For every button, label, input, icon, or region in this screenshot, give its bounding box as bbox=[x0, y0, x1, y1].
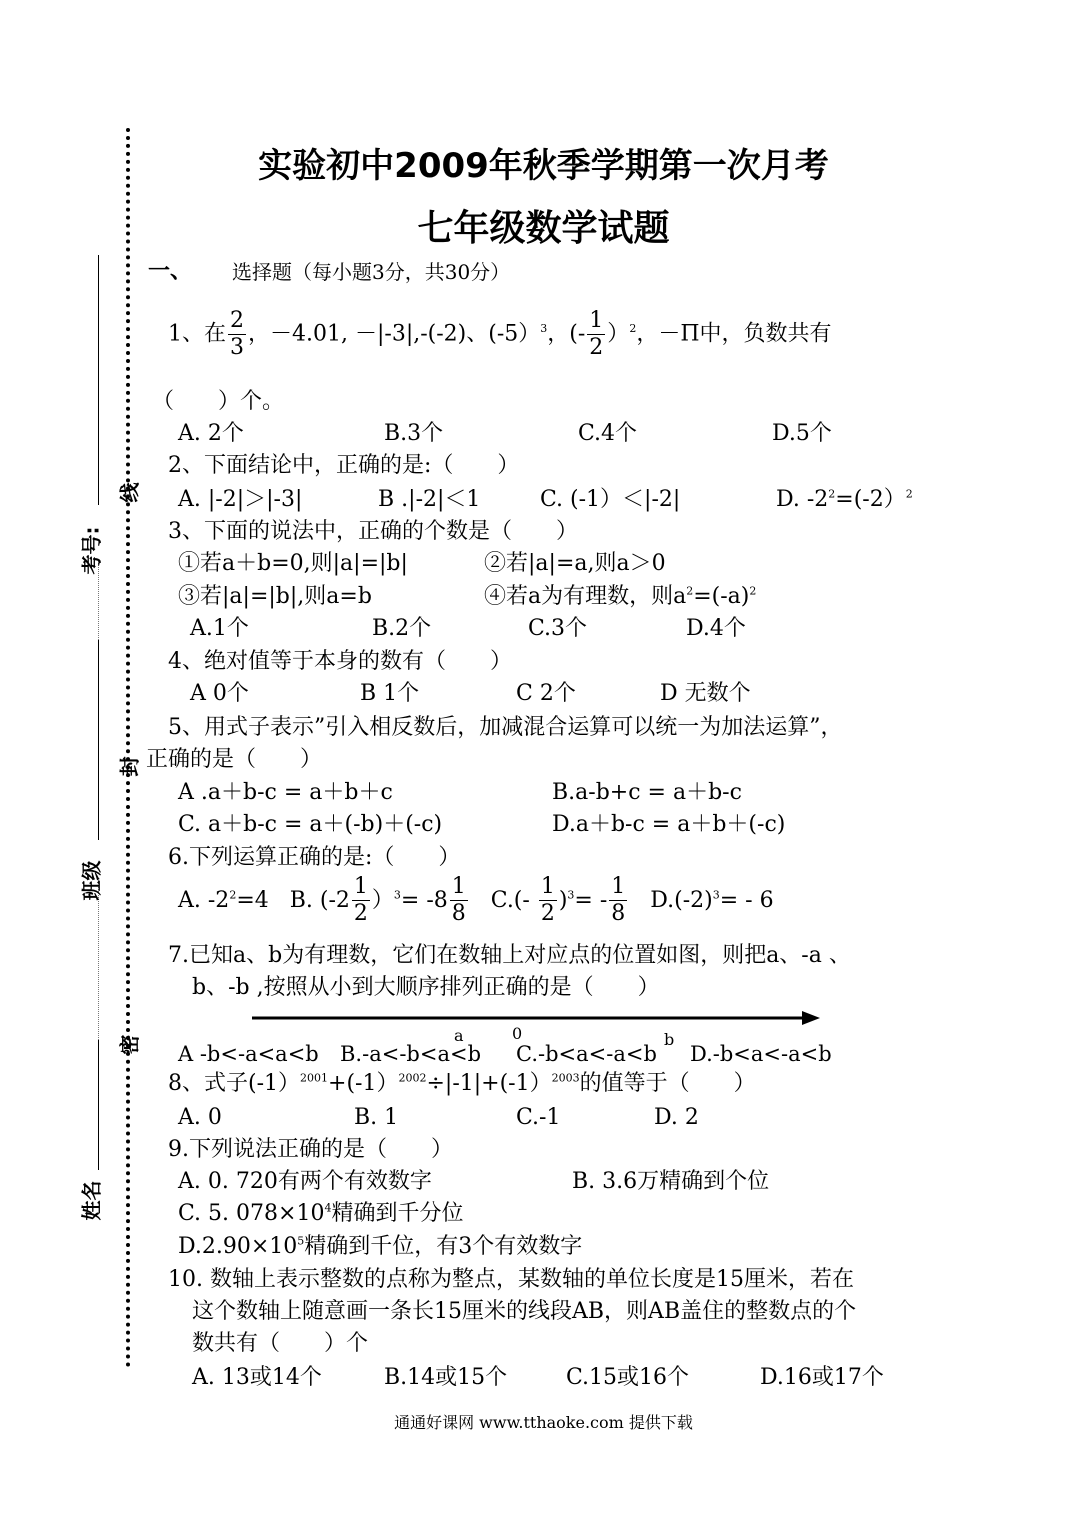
section-number: 一、 bbox=[148, 259, 193, 284]
page-title: 实验初中2009年秋季学期第一次月考 bbox=[258, 146, 829, 186]
q9-text: C. 5. 078×10 bbox=[178, 1201, 325, 1226]
q3-statement-4 bbox=[484, 583, 756, 611]
q4-option-d: D 无数个 bbox=[660, 681, 751, 706]
q1-text: ，－4.01, －|-3|,-(-2)、(-5） bbox=[248, 321, 541, 347]
question-2-stem: 2、下面结论中，正确的是:（ ） bbox=[168, 453, 520, 478]
q3-option-b: B.2个 bbox=[372, 616, 432, 641]
fraction bbox=[352, 874, 370, 927]
question-9-stem: 9.下列说法正确的是（ ） bbox=[168, 1137, 453, 1162]
q6-option-d bbox=[650, 888, 773, 913]
q9-text: 精确到千位，有3个有效数字 bbox=[304, 1234, 583, 1259]
q4-option-b: B 1个 bbox=[360, 681, 420, 706]
seal-char-secret: 密 bbox=[117, 1034, 142, 1055]
q8-option-d: D. 2 bbox=[654, 1105, 699, 1130]
q6-text: A. -2 bbox=[178, 887, 230, 913]
exponent: 2 bbox=[229, 888, 237, 902]
question-5-stem: 5、用式子表示”引入相反数后，加减混合运算可以统一为加法运算”， bbox=[168, 715, 843, 740]
q6-option-c bbox=[490, 874, 630, 926]
q10-option-d: D.16或17个 bbox=[760, 1365, 884, 1390]
question-7-stem-line2: b、-b ,按照从小到大顺序排列正确的是（ ） bbox=[192, 975, 660, 1000]
number-line-arrow bbox=[802, 1011, 820, 1025]
q8-text: ÷|-1|+(-1） bbox=[426, 1071, 552, 1096]
question-5-stem-line2: 正确的是（ ） bbox=[146, 747, 323, 772]
fraction bbox=[587, 308, 605, 361]
denominator: 2 bbox=[589, 335, 604, 360]
q6-option-a bbox=[178, 888, 269, 913]
q3-text: ④若a为有理数，则a bbox=[484, 584, 687, 609]
section-label: 选择题（每小题3分，共30分） bbox=[232, 260, 511, 284]
q2-option-a: A. |-2|＞|-3| bbox=[178, 487, 303, 512]
exponent: 3 bbox=[393, 888, 401, 902]
q8-text: 的值等于（ ） bbox=[579, 1071, 756, 1096]
q9-option-d bbox=[178, 1233, 582, 1261]
axis-label-zero: 0 bbox=[512, 1024, 523, 1043]
q1-text: ，(- bbox=[547, 321, 586, 347]
q1-text: ，－Π中，负数共有 bbox=[636, 321, 832, 347]
field-line-class bbox=[98, 640, 99, 840]
exponent: 2 bbox=[686, 584, 694, 598]
page-footer: 通通好课网 www.tthaoke.com 提供下载 bbox=[394, 1413, 693, 1432]
q1-option-b: B.3个 bbox=[384, 421, 444, 446]
denominator: 3 bbox=[230, 335, 244, 360]
seal-dotted-line bbox=[126, 128, 130, 1368]
question-10-line2: 这个数轴上随意画一条长15厘米的线段AB，则AB盖住的整数点的个 bbox=[192, 1299, 857, 1324]
denominator: 8 bbox=[451, 901, 466, 926]
q6-text: D.(-2) bbox=[650, 887, 713, 913]
q3-option-c: C.3个 bbox=[528, 616, 588, 641]
question-10-line3: 数共有（ ）个 bbox=[192, 1331, 369, 1356]
q6-text: B. (-2 bbox=[289, 887, 350, 913]
question-8-stem bbox=[168, 1070, 756, 1098]
q9-text: D.2.90×10 bbox=[178, 1234, 298, 1259]
field-name-label: 姓名 bbox=[79, 1180, 104, 1221]
q7-option-c: C.-b<a<-a<b bbox=[516, 1042, 657, 1066]
question-6-stem: 6.下列运算正确的是:（ ） bbox=[168, 845, 461, 870]
fraction bbox=[539, 874, 557, 927]
q1-option-d: D.5个 bbox=[772, 421, 832, 446]
question-10-line1: 10. 数轴上表示整数的点称为整点，某数轴的单位长度是15厘米，若在 bbox=[168, 1267, 854, 1292]
seal-char-seal: 封 bbox=[117, 756, 142, 777]
q6-text: = -8 bbox=[400, 887, 448, 913]
q7-option-d: D.-b<a<-a<b bbox=[690, 1042, 832, 1066]
q9-option-c bbox=[178, 1200, 463, 1228]
numerator: 2 bbox=[230, 308, 244, 333]
q2-option-c: C. (-1）＜|-2| bbox=[540, 487, 681, 512]
q4-option-a: A 0个 bbox=[190, 681, 249, 706]
q5-option-a: A .a＋b-c = a＋b＋c bbox=[178, 780, 393, 805]
denominator: 2 bbox=[353, 901, 368, 926]
fraction bbox=[450, 874, 468, 927]
question-3-stem: 3、下面的说法中，正确的个数是（ ） bbox=[168, 519, 578, 544]
q6-option-b bbox=[289, 874, 470, 926]
numerator: 1 bbox=[589, 308, 604, 333]
q10-option-c: C.15或16个 bbox=[566, 1365, 690, 1390]
numerator: 1 bbox=[611, 874, 626, 899]
q2-text: D. -2 bbox=[776, 487, 829, 512]
q9-text: 精确到千分位 bbox=[331, 1201, 464, 1226]
question-7-stem: 7.已知a、b为有理数，它们在数轴上对应点的位置如图，则把a、-a 、 bbox=[168, 943, 851, 968]
q3-text: =(-a) bbox=[693, 584, 750, 609]
q6-text: ） bbox=[371, 887, 394, 913]
fraction bbox=[228, 308, 246, 361]
q1-option-c: C.4个 bbox=[578, 421, 638, 446]
q1-text: 1、在 bbox=[168, 321, 226, 347]
exponent: 2001 bbox=[300, 1071, 329, 1085]
q8-option-b: B. 1 bbox=[354, 1105, 399, 1130]
q6-text: C.(- bbox=[490, 887, 537, 913]
question-4-stem: 4、绝对值等于本身的数有（ ） bbox=[168, 649, 512, 674]
denominator: 8 bbox=[611, 901, 626, 926]
q3-statement-3: ③若|a|=|b|,则a=b bbox=[178, 584, 372, 609]
q10-option-b: B.14或15个 bbox=[384, 1365, 508, 1390]
exponent: 4 bbox=[324, 1201, 332, 1215]
exponent: 3 bbox=[540, 322, 548, 336]
exponent: 2 bbox=[828, 487, 836, 501]
field-exam-number-label: 考号: bbox=[79, 526, 104, 575]
axis-label-a: a bbox=[454, 1026, 464, 1045]
field-line-name bbox=[98, 1040, 99, 1170]
q6-text: ) bbox=[558, 887, 568, 913]
q9-option-a: A. 0. 720有两个有效数字 bbox=[178, 1169, 432, 1194]
q3-statement-1: ①若a＋b=0,则|a|=|b| bbox=[178, 551, 408, 576]
denominator: 2 bbox=[540, 901, 555, 926]
field-class-label: 班级 bbox=[79, 860, 104, 901]
question-1-stem-line2: （ ）个。 bbox=[152, 389, 285, 414]
q2-text: =(-2） bbox=[835, 487, 906, 512]
q6-options bbox=[178, 874, 774, 927]
question-1-stem bbox=[168, 308, 832, 361]
q6-text: =4 bbox=[236, 887, 269, 913]
q1-option-a: A. 2个 bbox=[178, 421, 244, 446]
exponent: 2 bbox=[905, 487, 913, 501]
q9-option-b: B. 3.6万精确到个位 bbox=[572, 1169, 770, 1194]
fraction bbox=[609, 874, 627, 927]
q8-option-c: C.-1 bbox=[516, 1105, 561, 1130]
q8-option-a: A. 0 bbox=[178, 1105, 222, 1130]
q6-text: = - 6 bbox=[719, 887, 774, 913]
axis-label-b: b bbox=[664, 1030, 675, 1049]
exponent: 3 bbox=[567, 888, 575, 902]
q7-option-a: A -b<-a<a<b bbox=[178, 1042, 319, 1066]
q2-option-d bbox=[776, 486, 913, 514]
numerator: 1 bbox=[353, 874, 368, 899]
q2-option-b: B .|-2|＜1 bbox=[378, 487, 481, 512]
field-line-exam-number bbox=[98, 255, 99, 505]
exponent: 2 bbox=[629, 322, 637, 336]
numerator: 1 bbox=[540, 874, 555, 899]
q6-text: = - bbox=[574, 887, 608, 913]
q1-text: ） bbox=[607, 321, 630, 347]
number-line bbox=[250, 1008, 822, 1028]
q4-option-c: C 2个 bbox=[516, 681, 576, 706]
q5-option-b: B.a-b+c = a＋b-c bbox=[552, 780, 742, 805]
q8-text: 8、式子(-1） bbox=[168, 1071, 301, 1096]
exponent: 2 bbox=[749, 584, 757, 598]
field-dots bbox=[98, 880, 99, 1040]
numerator: 1 bbox=[451, 874, 466, 899]
q8-text: +(-1） bbox=[328, 1071, 399, 1096]
q3-option-a: A.1个 bbox=[190, 616, 249, 641]
q3-option-d: D.4个 bbox=[686, 616, 746, 641]
q10-option-a: A. 13或14个 bbox=[192, 1365, 322, 1390]
q5-option-c: C. a＋b-c = a＋(-b)＋(-c) bbox=[178, 812, 443, 837]
q7-option-b: B.-a<-b<a<b bbox=[340, 1042, 482, 1066]
q3-statement-2: ②若|a|=a,则a＞0 bbox=[484, 551, 666, 576]
exponent: 5 bbox=[297, 1234, 305, 1248]
exponent: 2002 bbox=[398, 1071, 427, 1085]
q5-option-d: D.a＋b-c = a＋b＋(-c) bbox=[552, 812, 786, 837]
exponent: 3 bbox=[712, 888, 720, 902]
page-subtitle: 七年级数学试题 bbox=[417, 208, 670, 249]
exponent: 2003 bbox=[551, 1071, 580, 1085]
seal-char-line: 线 bbox=[117, 482, 142, 503]
